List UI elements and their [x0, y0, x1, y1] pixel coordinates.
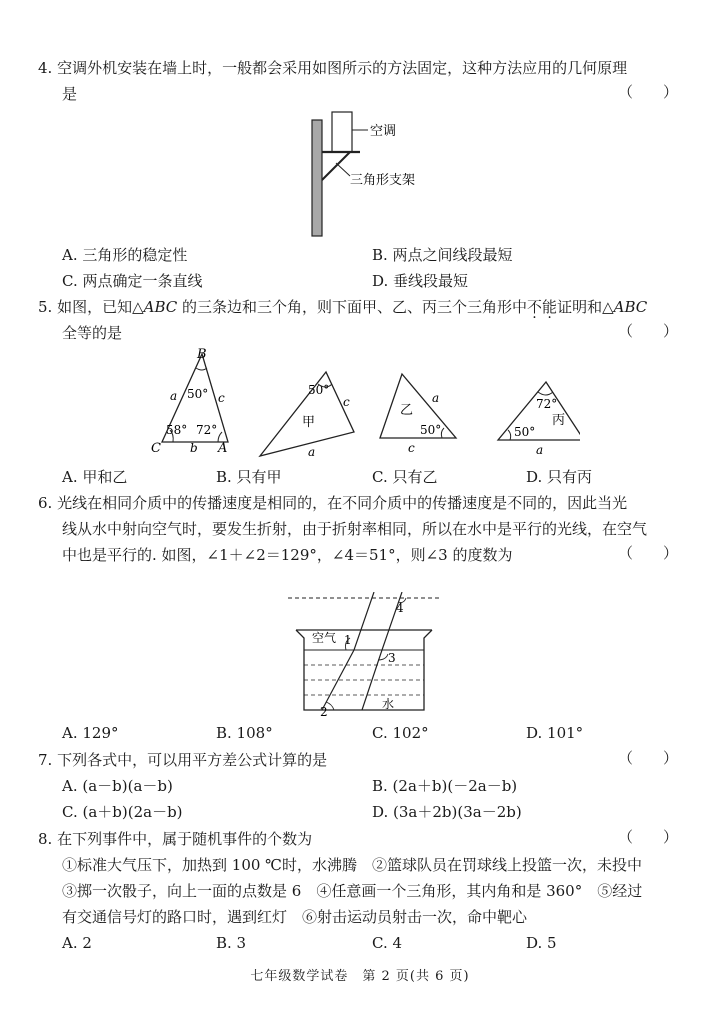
q7-answer-bracket: （ ）: [617, 749, 678, 767]
angle-c-58: 58°: [166, 423, 188, 437]
q4-ac-figure: [300, 108, 460, 238]
yi-side-a: a: [432, 391, 440, 405]
q7-option-c: C. (a＋b)(2a－b): [62, 803, 183, 821]
jia-label: 甲: [302, 415, 316, 430]
q5-stem-line1: [38, 294, 683, 320]
angle-4-label: 4: [396, 601, 404, 615]
q6-stem-line1: 6. 光线在相同介质中的传播速度是相同的，在不同介质中的传播速度是不同的，因此当光: [38, 494, 628, 512]
q8-answer-bracket: （ ）: [617, 828, 678, 846]
q6-answer-bracket: （ ）: [617, 544, 678, 562]
q4-stem-line2: 是: [62, 85, 78, 103]
q7-option-b: B. (2a＋b)(－2a－b): [372, 777, 518, 795]
q6-option-b: B. 108°: [216, 724, 273, 742]
q6-refraction-figure: [284, 592, 444, 718]
q8-stem: 8. 在下列事件中，属于随机事件的个数为: [38, 830, 313, 848]
vertex-b: B: [197, 347, 207, 362]
triangle-bing: [498, 382, 580, 457]
q5-option-a: A. 甲和乙: [62, 468, 128, 486]
q4-option-a: A. 三角形的稳定性: [62, 246, 188, 264]
triangle-yi: [380, 374, 456, 455]
q4-option-d: D. 垂线段最短: [372, 272, 469, 290]
q5-abc2: ABC: [613, 298, 648, 316]
bracket-label: 三角形支架: [350, 173, 416, 188]
q5-abc: ABC: [143, 298, 178, 316]
side-a: a: [170, 389, 178, 403]
q8-events-line1: ①标准大气压下，加热到 100 ℃时，水沸腾 ②篮球队员在罚球线上投篮一次，未投中: [62, 856, 642, 874]
bing-angle-50: 50°: [514, 425, 536, 439]
ac-unit: [332, 112, 352, 152]
q4-option-c: C. 两点确定一条直线: [62, 272, 203, 290]
support-brace: [322, 152, 350, 180]
q4-option-b: B. 两点之间线段最短: [372, 246, 513, 264]
q5-answer-bracket: （ ）: [617, 322, 678, 340]
angle-1-label: 1: [344, 633, 352, 647]
bracket-pointer: [336, 163, 350, 176]
q5-stem-line2: 全等的是: [62, 324, 123, 342]
q7-option-a: A. (a－b)(a－b): [62, 777, 173, 795]
q5-triangles-figure: [140, 344, 580, 462]
q6-option-c: C. 102°: [372, 724, 429, 742]
jia-side-c: c: [343, 395, 350, 409]
q5-text-b: 的三条边和三个角，则下面甲、乙、丙三个三角形中: [177, 298, 528, 316]
q8-events-line2: ③掷一次骰子，向上一面的点数是 6 ④任意画一个三角形，其内角和是 360° ⑤经过: [62, 882, 643, 900]
vertex-c: C: [151, 441, 161, 456]
q6-option-d: D. 101°: [526, 724, 584, 742]
ray-left: [322, 592, 374, 710]
bing-angle-72: 72°: [536, 397, 558, 411]
q5-option-d: D. 只有丙: [526, 468, 593, 486]
water-label: 水: [382, 697, 395, 711]
q5-option-b: B. 只有甲: [216, 468, 282, 486]
q5-emph-bu: 不: [527, 298, 543, 316]
q5-text-c: 证明和△: [557, 298, 614, 316]
q6-stem-line2: 线从水中射向空气时，要发生折射，由于折射率相同，所以在水中是平行的光线，在空气: [62, 520, 648, 538]
page-footer: 七年级数学试卷 第 2 页(共 6 页): [250, 969, 470, 984]
q5-emph-neng: 能: [542, 298, 558, 316]
yi-label: 乙: [400, 403, 414, 418]
yi-side-c: c: [408, 441, 415, 455]
q6-option-a: A. 129°: [62, 724, 119, 742]
q8-option-b: B. 3: [216, 934, 247, 952]
yi-angle-50: 50°: [420, 423, 442, 437]
q6-stem-line3: 中也是平行的. 如图，∠1＋∠2＝129°，∠4＝51°，则∠3 的度数为: [62, 546, 513, 564]
angle-3-label: 3: [388, 651, 396, 665]
angle-b-50: 50°: [187, 387, 209, 401]
q5-option-c: C. 只有乙: [372, 468, 438, 486]
q8-option-d: D. 5: [526, 934, 557, 952]
bing-side-a: a: [536, 443, 544, 457]
ac-label: 空调: [370, 124, 397, 139]
side-b: b: [190, 441, 198, 455]
angle-a-72: 72°: [196, 423, 218, 437]
angle-2-label: 2: [320, 705, 328, 718]
q4-answer-bracket: （ ）: [617, 83, 678, 101]
triangle-abc: [151, 347, 228, 456]
wall: [312, 120, 322, 236]
q5-text-a: 5. 如图，已知△: [38, 298, 144, 316]
bing-label: 丙: [552, 413, 566, 428]
q8-events-line3: 有交通信号灯的路口时，遇到红灯 ⑥射击运动员射击一次，命中靶心: [62, 908, 528, 926]
side-c: c: [218, 391, 225, 405]
air-label: 空气: [312, 631, 337, 645]
q7-stem: 7. 下列各式中，可以用平方差公式计算的是: [38, 751, 328, 769]
q4-stem-line1: 4. 空调外机安装在墙上时，一般都会采用如图所示的方法固定，这种方法应用的几何原理: [38, 59, 628, 77]
jia-side-a: a: [308, 445, 316, 459]
q8-option-c: C. 4: [372, 934, 403, 952]
vertex-a: A: [218, 441, 228, 456]
triangle-jia: [260, 372, 354, 459]
jia-angle-50: 50°: [308, 383, 330, 397]
q8-option-a: A. 2: [62, 934, 92, 952]
q7-option-d: D. (3a＋2b)(3a－2b): [372, 803, 522, 821]
